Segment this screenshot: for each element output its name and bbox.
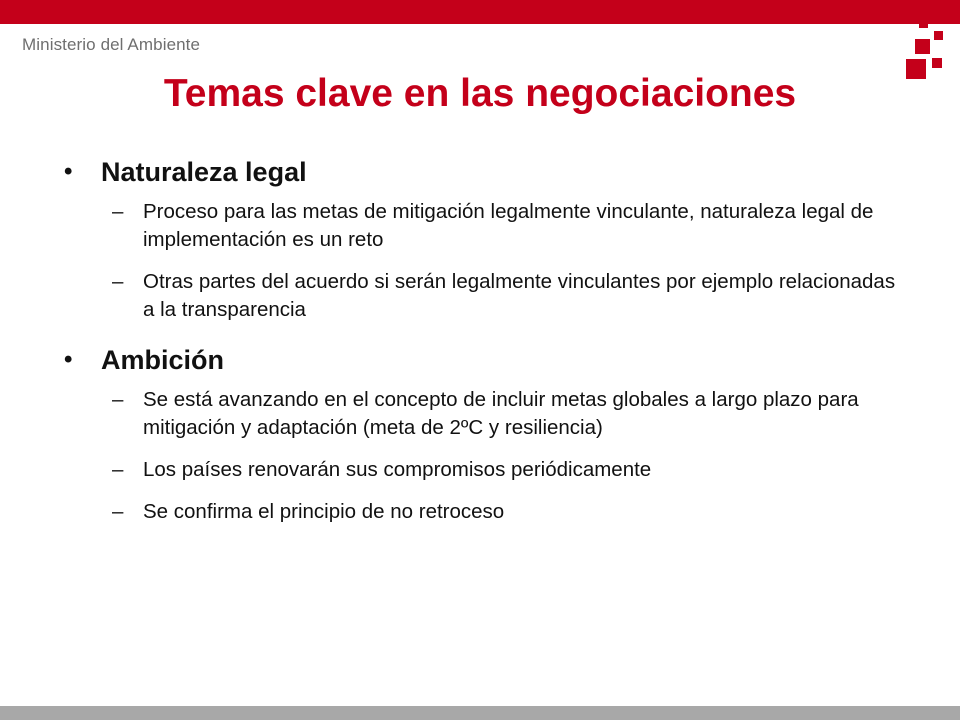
bullet-icon: • xyxy=(64,346,73,373)
sub-bullet-item xyxy=(112,198,904,254)
sub-bullet-item xyxy=(112,456,904,484)
sub-bullet-text: Los países renovarán sus compromisos periódicamente xyxy=(143,458,652,481)
sub-bullet-text: Otras partes del acuerdo si serán legalmente vinculantes por ejemplo relacionadas a la transparencia xyxy=(143,270,896,321)
sub-bullet-text: Proceso para las metas de mitigación legalmente vinculante, naturaleza legal de implementación es un reto xyxy=(143,200,874,251)
dash-icon: – xyxy=(112,500,124,523)
sub-bullet-text: Se está avanzando en el concepto de incluir metas globales a largo plazo para mitigación y adaptación (meta de 2ºC y resiliencia) xyxy=(143,388,859,439)
dash-icon: – xyxy=(112,388,124,411)
bottom-gray-bar xyxy=(0,706,960,720)
bullet-naturaleza-legal xyxy=(64,150,904,194)
bullet-icon: • xyxy=(64,158,73,185)
sub-bullet-item xyxy=(112,386,904,442)
slide-content xyxy=(64,150,904,540)
bullet-heading: Ambición xyxy=(101,345,225,375)
top-red-bar xyxy=(0,0,960,24)
dash-icon: – xyxy=(112,458,124,481)
bullet-heading: Naturaleza legal xyxy=(101,157,307,187)
ministry-label: Ministerio del Ambiente xyxy=(22,35,201,54)
slide-title: Temas clave en las negociaciones xyxy=(163,72,797,115)
dash-icon: – xyxy=(112,200,124,223)
sub-bullet-item xyxy=(112,498,904,526)
bullet-ambicion xyxy=(64,338,904,382)
sub-bullet-text: Se confirma el principio de no retroceso xyxy=(143,500,505,523)
sub-bullet-item xyxy=(112,268,904,324)
sub-list xyxy=(112,198,904,324)
dash-icon: – xyxy=(112,270,124,293)
sub-list xyxy=(112,386,904,526)
